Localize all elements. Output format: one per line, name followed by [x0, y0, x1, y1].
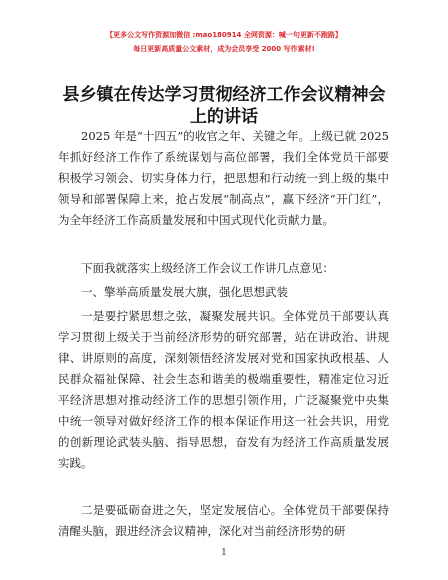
- paragraph-point-two: 二是要砥砺奋进之矢，坚定发展信心。全体党员干部要保持清醒头脑，跟进经济会议精神，深化对当前经济形势的研: [58, 503, 389, 538]
- paragraph-lead-in: 下面我就落实上级经济工作会议工作讲几点意见：: [81, 261, 334, 275]
- paragraph-intro: 2025 年是“十四五”的收官之年、关键之年。上级已就 2025 年抓好经济工作作了系统谋划与高位部署，我们全体党员干部要积极学习领会、切实身体力行，把思想和行动统一到上级的集中领导和部署保障上来，抢占发展“制高点”，赢下经济“开门红”，为全年经济工作高质量发展和中国式现代化贡献力量。: [58, 129, 389, 227]
- document-title: 县乡镇在传达学习贯彻经济工作会议精神会上的讲话: [62, 85, 386, 127]
- banner-line-1: 【更多公文写作资源加微信 :mao180914 全网资源：喊一句更新不跑路】: [106, 31, 342, 39]
- paragraph-point-one: 一是要拧紧思想之弦，凝聚发展共识。全体党员干部要认真学习贯彻上级关于当前经济形势的研究部署，站在讲政治、讲规律、讲原则的高度，深刻领悟经济发展对党和国家执政根基、人民群众福祉保障、社会生态和谐美的极端重要性，精准定位习近平经济思想对推动经济工作的思想引领作用，广泛凝聚党中央集中统一领导对做好经济工作的根本保证作用这一社会共识，用党的创新理论武装头脑、指导思想，奋发有为经济工作高质量发展实践。: [58, 309, 389, 470]
- page-number: 1: [221, 548, 227, 558]
- section-heading: 一、擎举高质量发展大旗，强化思想武装: [81, 285, 288, 299]
- banner-line-2: 每日更新高质量公文素材，成为会员享受 2000 写作素材!: [133, 45, 315, 53]
